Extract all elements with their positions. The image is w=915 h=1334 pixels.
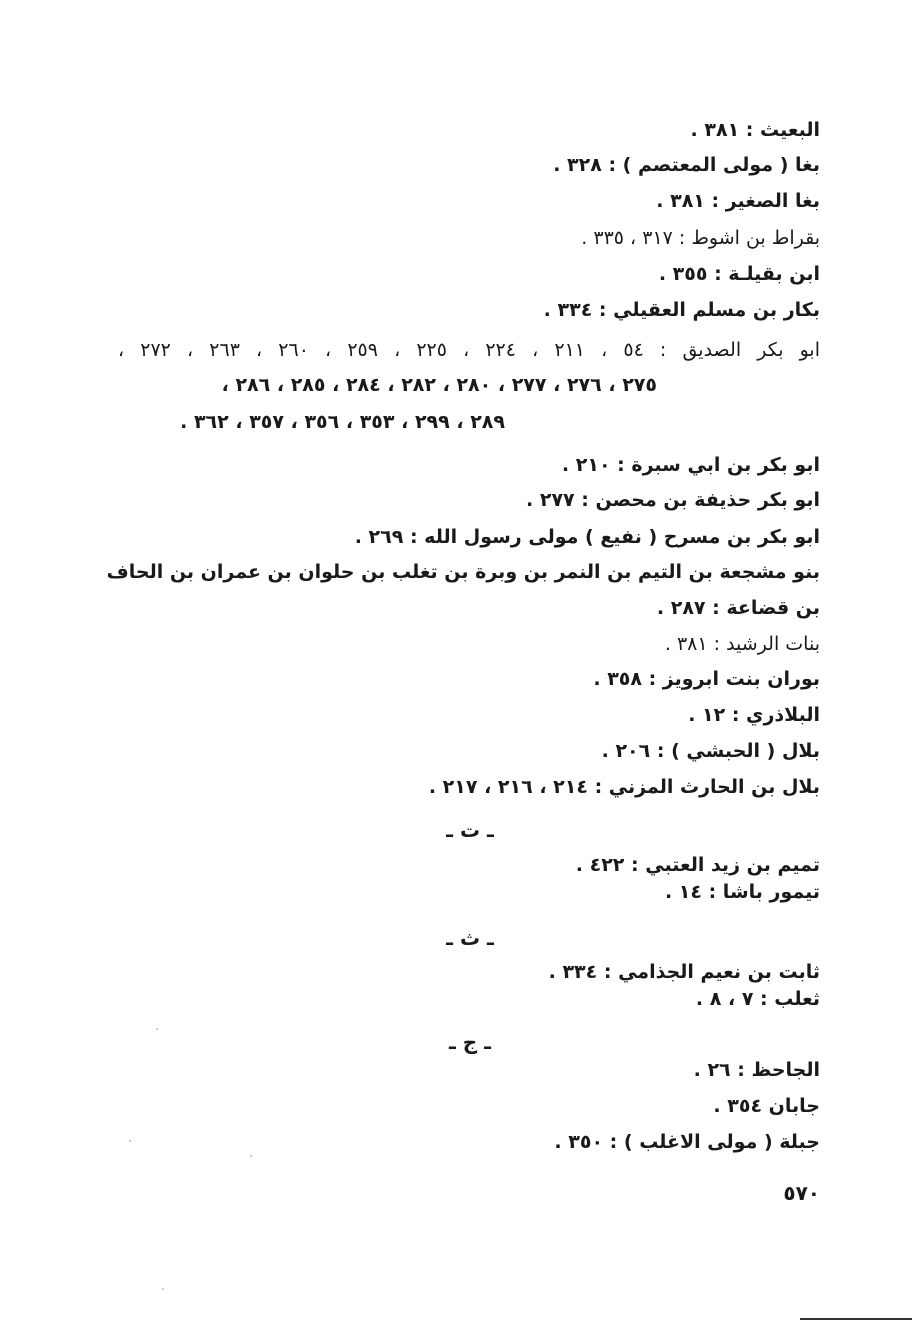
scan-speck [162,1288,164,1290]
index-entry-continuation: ٢٧٥ ، ٢٧٦ ، ٢٧٧ ، ٢٨٠ ، ٢٨٢ ، ٢٨٤ ، ٢٨٥ ، ٢٨٦ ، [221,374,657,396]
index-entry: بنو مشجعة بن التيم بن النمر بن وبرة بن تغلب بن حلوان بن عمران بن الحاف [106,561,820,583]
index-entry: الجاحظ : ٢٦ . [693,1059,820,1081]
index-entry-continuation: ٢٨٩ ، ٢٩٩ ، ٣٥٣ ، ٣٥٦ ، ٣٥٧ ، ٣٦٢ . [180,411,505,433]
index-entry: جابان ٣٥٤ . [713,1095,820,1117]
index-entry: بوران بنت ابرويز : ٣٥٨ . [593,668,820,690]
scan-speck [250,1155,252,1157]
index-entry: بلال بن الحارث المزني : ٢١٤ ، ٢١٦ ، ٢١٧ . [428,776,820,798]
index-entry: ابو بكر الصديق : ٥٤ ، ٢١١ ، ٢٢٤ ، ٢٢٥ ، ٢٥٩ ، ٢٦٠ ، ٢٦٣ ، ٢٧٢ ، [118,339,820,361]
index-entry: بنات الرشيد : ٣٨١ . [664,633,820,655]
index-entry: البعيث : ٣٨١ . [690,119,820,141]
scan-speck [129,1140,131,1142]
section-heading-jim: ـ ج ـ [448,1030,491,1054]
index-entry: ابو بكر بن مسرح ( نفيع ) مولى رسول الله : ٢٦٩ . [354,526,820,548]
scan-edge-rule [800,1318,912,1320]
index-entry: ابو بكر حذيفة بن محصن : ٢٧٧ . [526,489,820,511]
index-entry: بقراط بن اشوط : ٣١٧ ، ٣٣٥ . [581,227,820,249]
section-heading-ta: ـ ت ـ [446,818,494,842]
index-entry: تميم بن زيد العتبي : ٤٢٢ . [575,854,820,876]
index-entry: بلال ( الحبشي ) : ٢٠٦ . [601,740,820,762]
index-entry: ثعلب : ٧ ، ٨ . [695,988,820,1010]
index-entry: بكار بن مسلم العقيلي : ٣٣٤ . [543,299,820,321]
index-entry: بغا ( مولى المعتصم ) : ٣٢٨ . [553,154,820,176]
index-entry: جبلة ( مولى الاغلب ) : ٣٥٠ . [554,1131,820,1153]
index-entry: تيمور باشا : ١٤ . [664,881,820,903]
index-entry: ابو بكر بن ابي سبرة : ٢١٠ . [561,454,820,476]
index-entry: ثابت بن نعيم الجذامي : ٣٣٤ . [548,961,820,983]
page-number: ٥٧٠ [783,1181,820,1205]
section-heading-tha: ـ ث ـ [446,926,494,950]
index-entry: البلاذري : ١٢ . [688,704,820,726]
index-entry-continuation: بن قضاعة : ٢٨٧ . [656,597,820,619]
index-entry: بغا الصغير : ٣٨١ . [656,190,820,212]
scan-speck [156,1028,158,1030]
index-entry: ابن بقيلـة : ٣٥٥ . [658,263,820,285]
